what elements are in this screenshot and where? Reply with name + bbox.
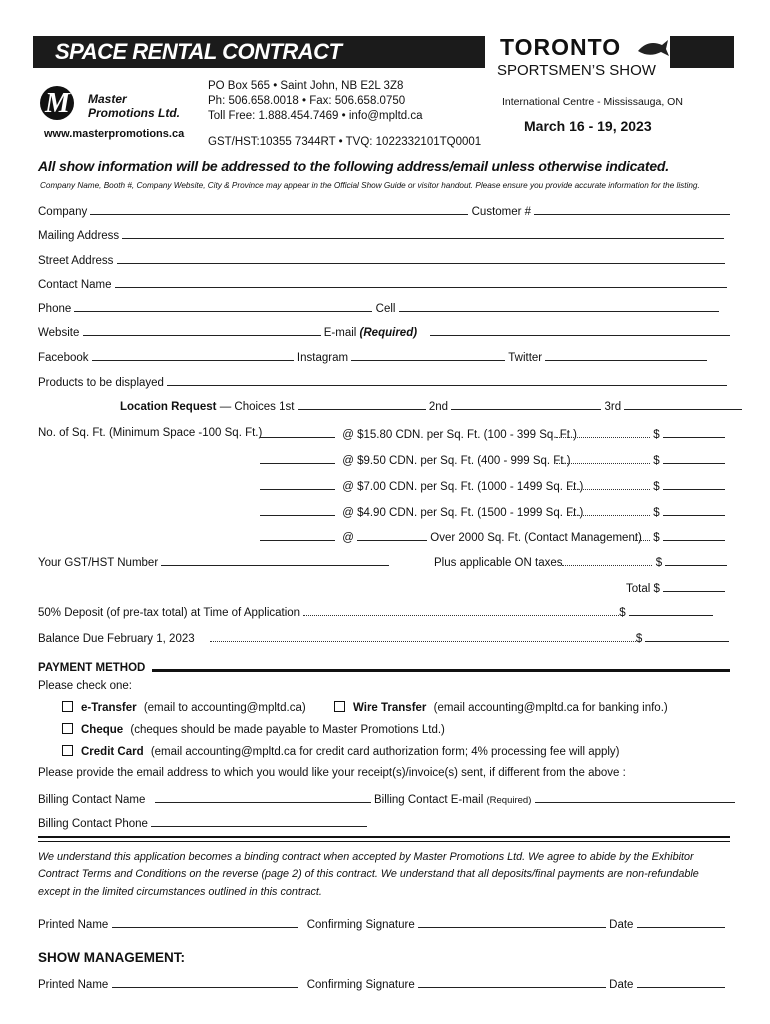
website-row (38, 325, 730, 339)
rate-row-2 (260, 453, 571, 467)
title-bar (33, 36, 485, 68)
gst-number-input[interactable] (161, 555, 389, 566)
rate-amount-2: $ (556, 453, 725, 467)
phone-input[interactable] (74, 301, 372, 312)
phone-row (38, 301, 719, 315)
printed-name-input[interactable] (112, 917, 298, 928)
check-one-label: Please check one: (38, 680, 132, 692)
mgmt-signature-label: Confirming Signature (306, 979, 415, 991)
mgmt-date-label: Date (609, 979, 634, 991)
receipt-note: Please provide the email address to which you would like your receipt(s)/invoice(s) sent, if different from the above : (38, 767, 626, 779)
credit-checkbox[interactable] (62, 745, 73, 756)
rate-row-4 (260, 505, 583, 519)
notice-heading: All show information will be addressed to the following address/email unless otherwise indicated. (38, 158, 669, 174)
rate-label-3: @ $7.00 CDN. per Sq. Ft. (1000 - 1499 Sq. Ft.) (342, 481, 584, 493)
billing-email-input[interactable] (535, 792, 735, 803)
rate-amount-5: $ (633, 530, 725, 544)
agreement-text-1: We understand this application becomes a binding contract when accepted by Master Promotions Ltd. We agree to abide by the Exhibitor (38, 851, 694, 863)
billing-name-input[interactable] (155, 792, 371, 803)
location-row (120, 399, 742, 413)
choice-3-label: 3rd (604, 401, 622, 413)
rate-label-1: @ $15.80 CDN. per Sq. Ft. (100 - 399 Sq. Ft.) (342, 429, 577, 441)
company-website[interactable]: www.masterpromotions.ca (44, 128, 185, 140)
company-label: Company (38, 206, 88, 218)
fish-icon (636, 37, 670, 62)
choice-2-input[interactable] (451, 399, 601, 410)
billing-name-label: Billing Contact Name (38, 794, 146, 806)
deposit-input[interactable] (629, 605, 713, 616)
twitter-input[interactable] (545, 350, 707, 361)
rate-at: @ (342, 532, 354, 544)
rate-amount-3: $ (568, 479, 725, 493)
email-label: E-mail (323, 327, 357, 339)
street-label: Street Address (38, 255, 114, 267)
show-subtitle: SPORTSMEN’S SHOW (497, 62, 656, 79)
amount-input-3[interactable] (663, 479, 725, 490)
customer-label: Customer # (471, 206, 532, 218)
amount-input-4[interactable] (663, 505, 725, 516)
social-row (38, 350, 707, 364)
sqft-input-2[interactable] (260, 453, 335, 464)
logo-letter: M (45, 88, 70, 119)
gst-line: GST/HST:10355 7344RT • TVQ: 1022332101TQ0001 (208, 136, 482, 148)
signature-label: Confirming Signature (306, 919, 415, 931)
company-input[interactable] (90, 204, 468, 215)
deposit-row: 50% Deposit (of pre-tax total) at Time of Application $ (38, 605, 713, 619)
section-divider-2 (38, 841, 730, 842)
company-logo (40, 86, 74, 120)
billing-phone-input[interactable] (151, 816, 367, 827)
total-row (626, 581, 725, 595)
cell-input[interactable] (399, 301, 719, 312)
mgmt-printed-name-label: Printed Name (38, 979, 109, 991)
show-management-heading: SHOW MANAGEMENT: (38, 950, 185, 965)
billing-email-required: (Required) (486, 795, 532, 806)
title-bar-right (670, 36, 734, 68)
email-required: (Required) (359, 327, 418, 339)
mailing-label: Mailing Address (38, 230, 120, 242)
contact-row (38, 277, 727, 291)
billing-phone-label: Billing Contact Phone (38, 818, 148, 830)
rate-label-4: @ $4.90 CDN. per Sq. Ft. (1500 - 1999 Sq. Ft.) (342, 507, 584, 519)
management-sign-row (38, 977, 725, 991)
choice-2-label: 2nd (428, 401, 449, 413)
mailing-row (38, 228, 724, 242)
deposit-label: 50% Deposit (of pre-tax total) at Time of Application (38, 607, 301, 619)
show-name: TORONTO (500, 34, 622, 60)
sqft-input-4[interactable] (260, 505, 335, 516)
billing-email-row (374, 792, 735, 806)
rate-amount-1: $ (556, 427, 725, 441)
email-input[interactable] (430, 325, 730, 336)
products-row (38, 375, 727, 389)
rate-amount-4: $ (568, 505, 725, 519)
amount-input-1[interactable] (663, 427, 725, 438)
gst-number-label: Your GST/HST Number (38, 557, 159, 569)
customer-input[interactable] (534, 204, 730, 215)
date-label: Date (609, 919, 634, 931)
cell-label: Cell (375, 303, 396, 315)
facebook-label: Facebook (38, 352, 89, 364)
street-input[interactable] (117, 253, 725, 264)
date-input[interactable] (637, 917, 725, 928)
location-label: Location Request (120, 401, 217, 413)
sqft-input-3[interactable] (260, 479, 335, 490)
instagram-input[interactable] (351, 350, 505, 361)
agreement-text-2: Contract Terms and Conditions on the reverse (page 2) of this contract. We understand that all deposits/final payments are non-refundable (38, 868, 699, 880)
logo-text-1: Master (88, 92, 127, 106)
sqft-input-5[interactable] (260, 530, 335, 541)
billing-name-row (38, 792, 371, 806)
agreement-text-3: except in the limited circumstances outlined in this contract. (38, 886, 322, 898)
show-dates: March 16 - 19, 2023 (524, 118, 652, 134)
choice-3-input[interactable] (624, 399, 742, 410)
tollfree-line: Toll Free: 1.888.454.7469 • info@mpltd.ca (208, 110, 423, 122)
amount-input-5[interactable] (663, 530, 725, 541)
amount-input-2[interactable] (663, 453, 725, 464)
rate-row-1 (260, 427, 577, 441)
logo-text-2: Promotions Ltd. (88, 106, 180, 120)
signature-input[interactable] (418, 917, 606, 928)
cheque-checkbox[interactable] (62, 723, 73, 734)
billing-email-label: Billing Contact E-mail (374, 794, 484, 806)
contact-input[interactable] (115, 277, 727, 288)
phone-fax-line: Ph: 506.658.0018 • Fax: 506.658.0750 (208, 95, 406, 107)
website-input[interactable] (83, 325, 321, 336)
mgmt-printed-name-input[interactable] (112, 977, 298, 988)
cheque-option[interactable]: Cheque (cheques should be made payable to Master Promotions Ltd.) (62, 723, 445, 736)
credit-option[interactable]: Credit Card (email accounting@mpltd.ca for credit card authorization form; 4% processing fee will apply) (62, 745, 620, 758)
website-label: Website (38, 327, 80, 339)
contact-label: Contact Name (38, 279, 112, 291)
payment-heading-rule (152, 669, 730, 672)
facebook-input[interactable] (92, 350, 294, 361)
rate-label-2: @ $9.50 CDN. per Sq. Ft. (400 - 999 Sq. Ft.) (342, 455, 571, 467)
wire-option[interactable]: Wire Transfer (email accounting@mpltd.ca for banking info.) (334, 701, 668, 714)
printed-name-label: Printed Name (38, 919, 109, 931)
etransfer-option[interactable]: e-Transfer (email to accounting@mpltd.ca) (62, 701, 306, 714)
payment-heading: PAYMENT METHOD (38, 662, 146, 674)
choices-label: — Choices 1st (219, 401, 295, 413)
balance-row: Balance Due February 1, 2023 $ (38, 631, 729, 645)
total-label: Total $ (626, 583, 660, 595)
products-input[interactable] (167, 375, 727, 386)
products-label: Products to be displayed (38, 377, 164, 389)
balance-label: Balance Due February 1, 2023 (38, 633, 195, 645)
sqft-input-1[interactable] (260, 427, 335, 438)
taxes-label: Plus applicable ON taxes (434, 557, 563, 569)
wire-checkbox[interactable] (334, 701, 345, 712)
rate-label-5: Over 2000 Sq. Ft. (Contact Management) (430, 532, 642, 544)
mgmt-date-input[interactable] (637, 977, 725, 988)
mailing-input[interactable] (122, 228, 724, 239)
rate-row-3 (260, 479, 583, 493)
choice-1-input[interactable] (298, 399, 426, 410)
company-row (38, 204, 730, 218)
rate-input-5[interactable] (357, 530, 427, 541)
instagram-label: Instagram (296, 352, 349, 364)
street-row (38, 253, 725, 267)
exhibitor-sign-row (38, 917, 725, 931)
venue: International Centre - Mississauga, ON (502, 96, 683, 108)
contract-title: SPACE RENTAL CONTRACT (55, 39, 342, 64)
etransfer-checkbox[interactable] (62, 701, 73, 712)
section-divider (38, 836, 730, 838)
notice-subtext: Company Name, Booth #, Company Website, City & Province may appear in the Official Show Guide or visitor handout. Please ensure you provide accurate information for the listing. (40, 181, 700, 190)
gst-number-row (38, 555, 389, 569)
twitter-label: Twitter (508, 352, 543, 364)
mgmt-signature-input[interactable] (418, 977, 606, 988)
taxes-input[interactable] (665, 555, 727, 566)
taxes-row: Plus applicable ON taxes $ (434, 555, 727, 569)
sqft-label: No. of Sq. Ft. (Minimum Space -100 Sq. Ft.) (38, 427, 263, 439)
address-line: PO Box 565 • Saint John, NB E2L 3Z8 (208, 80, 404, 92)
balance-input[interactable] (645, 631, 729, 642)
total-input[interactable] (663, 581, 725, 592)
billing-phone-row (38, 816, 367, 830)
rate-row-5 (260, 530, 642, 544)
phone-label: Phone (38, 303, 72, 315)
